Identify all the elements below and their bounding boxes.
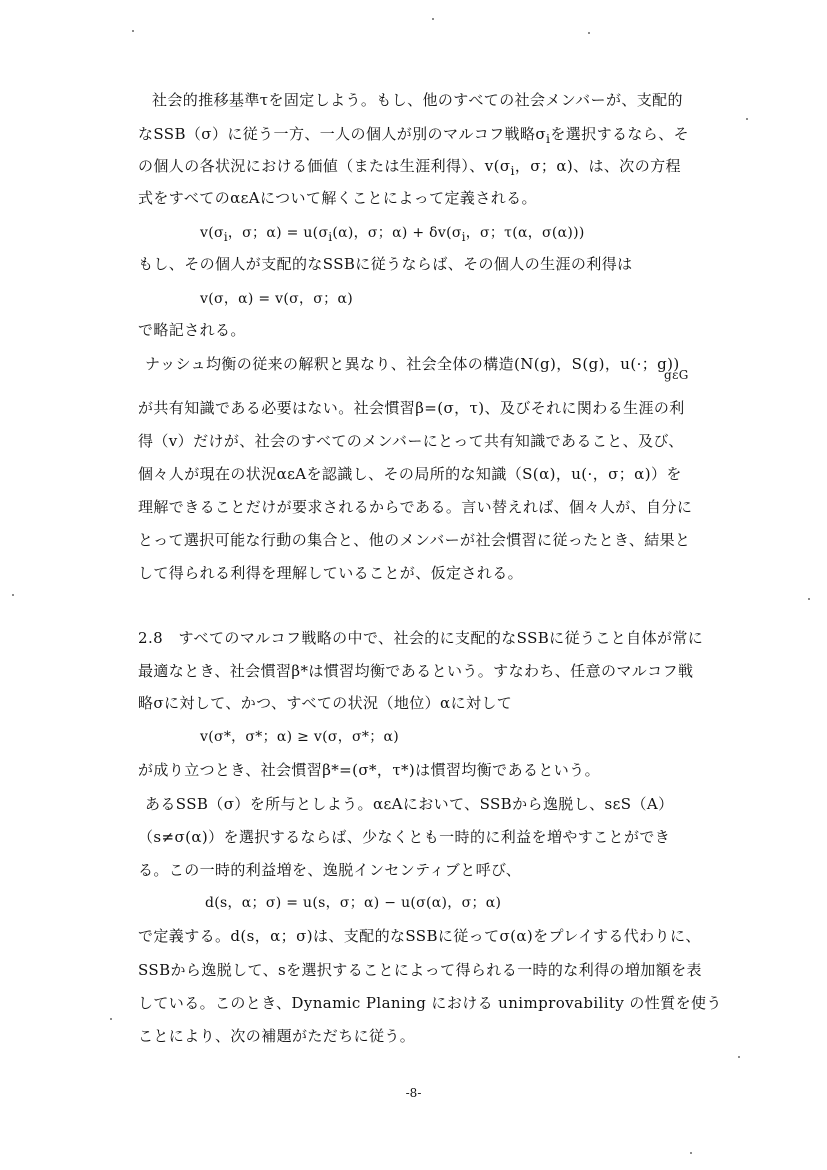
text-line-17: る。この一時的利益増を、逸脱インセンティブと呼び、 (138, 861, 522, 879)
scan-speck (110, 1018, 112, 1020)
text-line-9: 得（v）だけが、社会のすべてのメンバーにとって共有知識であること、及び、 (138, 432, 684, 450)
text-line-3-main: の個人の各状況における価値（または生涯利得）、v(σ (138, 157, 511, 175)
equation-deviation-incentive: d(s，α；σ) = u(s，σ；α) − u(σ(α)，σ；α) (205, 895, 502, 911)
scan-speck (132, 30, 134, 32)
text-line-7: ナッシュ均衡の従来の解釈と異なり、社会全体の構造(N(g)，S(g)，u(·；g)) (145, 355, 680, 373)
equation-part: (α)，σ；α) + δv(σ (332, 225, 462, 241)
section-2-8-line-1: 2.8 すべてのマルコフ戦略の中で、社会的に支配的なSSBに従うこと自体が常に (138, 629, 704, 647)
subscript: i (328, 229, 333, 244)
text-line-1: 社会的推移基準τを固定しよう。もし、他のすべての社会メンバーが、支配的 (152, 91, 683, 109)
text-line-16: （s≠σ(α)）を選択するならば、少なくとも一時的に利益を増やすことができ (138, 828, 671, 846)
equation-lifetime-payoff: v(σ，α) = v(σ，σ；α) (200, 291, 353, 307)
text-line-2-tail: を選択するなら、そ (550, 125, 690, 143)
text-line-19: SSBから逸脱して、sを選択することによって得られる一時的な利得の増加額を表 (138, 961, 702, 979)
equation-part: v(σ (200, 225, 224, 241)
scan-speck (432, 18, 434, 20)
scan-speck (690, 1152, 692, 1154)
scan-speck (746, 118, 748, 120)
subscript: i (546, 131, 551, 146)
text-line-5: もし、その個人が支配的なSSBに従うならば、その個人の生涯の利得は (138, 255, 633, 273)
scan-speck (808, 598, 810, 600)
text-line-10: 個々人が現在の状況αεAを認識し、その局所的な知識（S(α)，u(·，σ；α)）を (138, 465, 682, 483)
text-line-18: で定義する。d(s，α；σ)は、支配的なSSBに従ってσ(α)をプレイする代わりに、 (138, 927, 701, 945)
equation-value-function (200, 223, 585, 247)
text-line-3-tail: ，σ；α)、は、次の方程 (514, 157, 681, 175)
text-line-3 (138, 156, 681, 181)
subscript: i (510, 163, 515, 178)
text-line-21: ことにより、次の補題がただちに従う。 (138, 1027, 416, 1045)
text-line-14: が成り立つとき、社会慣習β*=(σ*，τ*)は慣習均衡であるという。 (138, 761, 600, 779)
scan-speck (12, 594, 14, 596)
scan-speck (588, 32, 590, 34)
subscript: i (461, 229, 466, 244)
text-line-13: して得られる利得を理解していることが、仮定される。 (138, 564, 524, 582)
subscript: i (223, 229, 228, 244)
equation-part: ，σ；τ(α，σ(α))) (465, 225, 585, 241)
scan-speck (738, 1056, 740, 1058)
page-number: -8- (405, 1086, 422, 1100)
text-line-6: で略記される。 (138, 321, 246, 339)
text-line-2 (138, 124, 689, 149)
subscript-g-in-G: gεG (664, 368, 689, 382)
section-2-8-line-3: 略σに対して、かつ、すべての状況（地位）αに対して (138, 694, 513, 712)
equation-part: ，σ；α) = u(σ (227, 225, 329, 241)
text-line-11: 理解できることだけが要求されるからである。言い替えれば、個々人が、自分に (138, 498, 693, 516)
text-line-4: 式をすべてのαεAについて解くことによって定義される。 (138, 189, 537, 207)
text-line-2-main: なSSB（σ）に従う一方、一人の個人が別のマルコフ戦略σ (138, 125, 546, 143)
text-line-12: とって選択可能な行動の集合と、他のメンバーが社会慣習に従ったとき、結果と (138, 531, 691, 549)
text-line-20: している。このとき、Dynamic Planing における unimprovability の性質を使う (138, 994, 722, 1012)
text-line-15: あるSSB（σ）を所与としよう。αεAにおいて、SSBから逸脱し、sεS（A） (145, 795, 674, 813)
text-line-8: が共有知識である必要はない。社会慣習β=(σ，τ)、及びそれに関わる生涯の利 (138, 399, 685, 417)
section-2-8-line-2: 最適なとき、社会慣習β*は慣習均衡であるという。すなわち、任意のマルコフ戦 (138, 662, 694, 680)
equation-convention-equilibrium: v(σ*，σ*；α) ≥ v(σ，σ*；α) (200, 729, 400, 745)
